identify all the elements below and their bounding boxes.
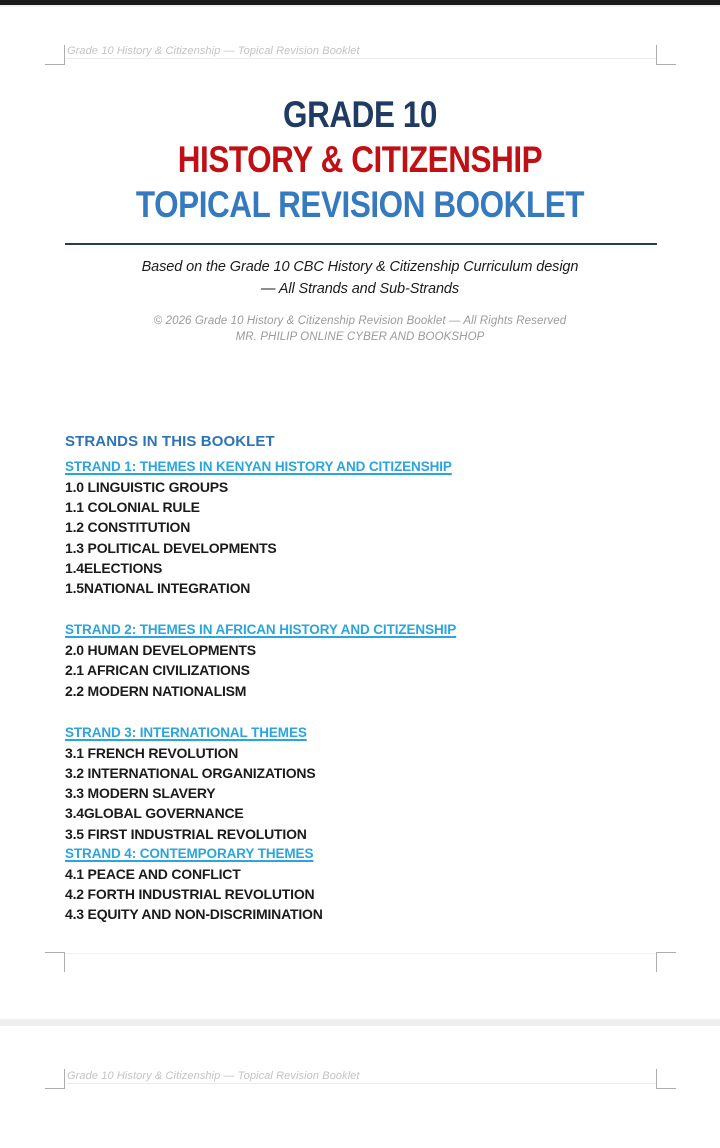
- strand-item: 4.1 PEACE AND CONFLICT: [65, 865, 241, 882]
- strand-link[interactable]: STRAND 3: INTERNATIONAL THEMES: [65, 724, 307, 740]
- title-divider-line: [65, 243, 657, 245]
- strand-item: 3.4GLOBAL GOVERNANCE: [65, 805, 244, 822]
- strand-section: [65, 457, 625, 598]
- strand-item: 1.4ELECTIONS: [65, 559, 163, 576]
- strand-item: 1.0 LINGUISTIC GROUPS: [65, 479, 229, 495]
- strand-item: 4.3 EQUITY AND NON-DISCRIMINATION: [65, 906, 323, 923]
- header-rule: [66, 1083, 656, 1084]
- strand-item: 3.3 MODERN SLAVERY: [65, 785, 216, 802]
- cover-title-booklet: TOPICAL REVISION BOOKLET: [135, 184, 585, 225]
- margin-corner-mark: [45, 952, 65, 972]
- page-header-text: Grade 10 History & Citizenship — Topical Revision Booklet: [67, 1070, 360, 1082]
- margin-corner-mark: [656, 952, 676, 972]
- strand-item: 1.5NATIONAL INTEGRATION: [65, 580, 251, 597]
- strand-link[interactable]: STRAND 4: CONTEMPORARY THEMES: [65, 845, 314, 861]
- copyright-line2: MR. PHILIP ONLINE CYBER AND BOOKSHOP: [235, 331, 485, 343]
- margin-corner-mark: [656, 45, 676, 65]
- strand-section: [65, 844, 625, 925]
- strand-item: 1.1 COLONIAL RULE: [65, 499, 200, 516]
- strand-item: 2.1 AFRICAN CIVILIZATIONS: [65, 662, 250, 679]
- strand-item: 3.1 FRENCH REVOLUTION: [65, 744, 239, 761]
- strand-item: 2.0 HUMAN DEVELOPMENTS: [65, 642, 256, 659]
- cover-subtitle-line2: — All Strands and Sub-Strands: [260, 281, 460, 297]
- strand-item: 4.2 FORTH INDUSTRIAL REVOLUTION: [65, 886, 315, 903]
- strand-item: 3.2 INTERNATIONAL ORGANIZATIONS: [65, 765, 316, 782]
- cover-title-subject: HISTORY & CITIZENSHIP: [177, 139, 543, 180]
- header-rule: [66, 58, 656, 59]
- strand-item: 1.3 POLITICAL DEVELOPMENTS: [65, 539, 277, 556]
- copyright-line1: © 2026 Grade 10 History & Citizenship Revision Booklet — All Rights Reserved: [153, 315, 567, 327]
- strand-item: 3.5 FIRST INDUSTRIAL REVOLUTION: [65, 825, 307, 842]
- strand-item: 1.2 CONSTITUTION: [65, 519, 191, 536]
- page-separator: [0, 1019, 720, 1026]
- strand-section: [65, 723, 625, 844]
- strand-section: [65, 620, 625, 701]
- browser-top-bar: [0, 0, 720, 7]
- strands-list: [65, 457, 625, 924]
- cover-title-grade: GRADE 10: [283, 94, 437, 135]
- contents-heading: STRANDS IN THIS BOOKLET: [65, 433, 275, 450]
- strand-item: 2.2 MODERN NATIONALISM: [65, 682, 247, 699]
- strand-link[interactable]: STRAND 2: THEMES IN AFRICAN HISTORY AND CITIZENSHIP: [65, 622, 457, 638]
- margin-corner-mark: [45, 45, 65, 65]
- strand-link[interactable]: STRAND 1: THEMES IN KENYAN HISTORY AND CITIZENSHIP: [65, 459, 452, 474]
- contents-section: [65, 432, 625, 924]
- footer-rule: [66, 953, 656, 954]
- margin-corner-mark: [45, 1069, 65, 1089]
- page-header-text: Grade 10 History & Citizenship — Topical Revision Booklet: [67, 45, 360, 57]
- margin-corner-mark: [656, 1069, 676, 1089]
- cover-subtitle-line1: Based on the Grade 10 CBC History & Citizenship Curriculum design: [141, 259, 579, 275]
